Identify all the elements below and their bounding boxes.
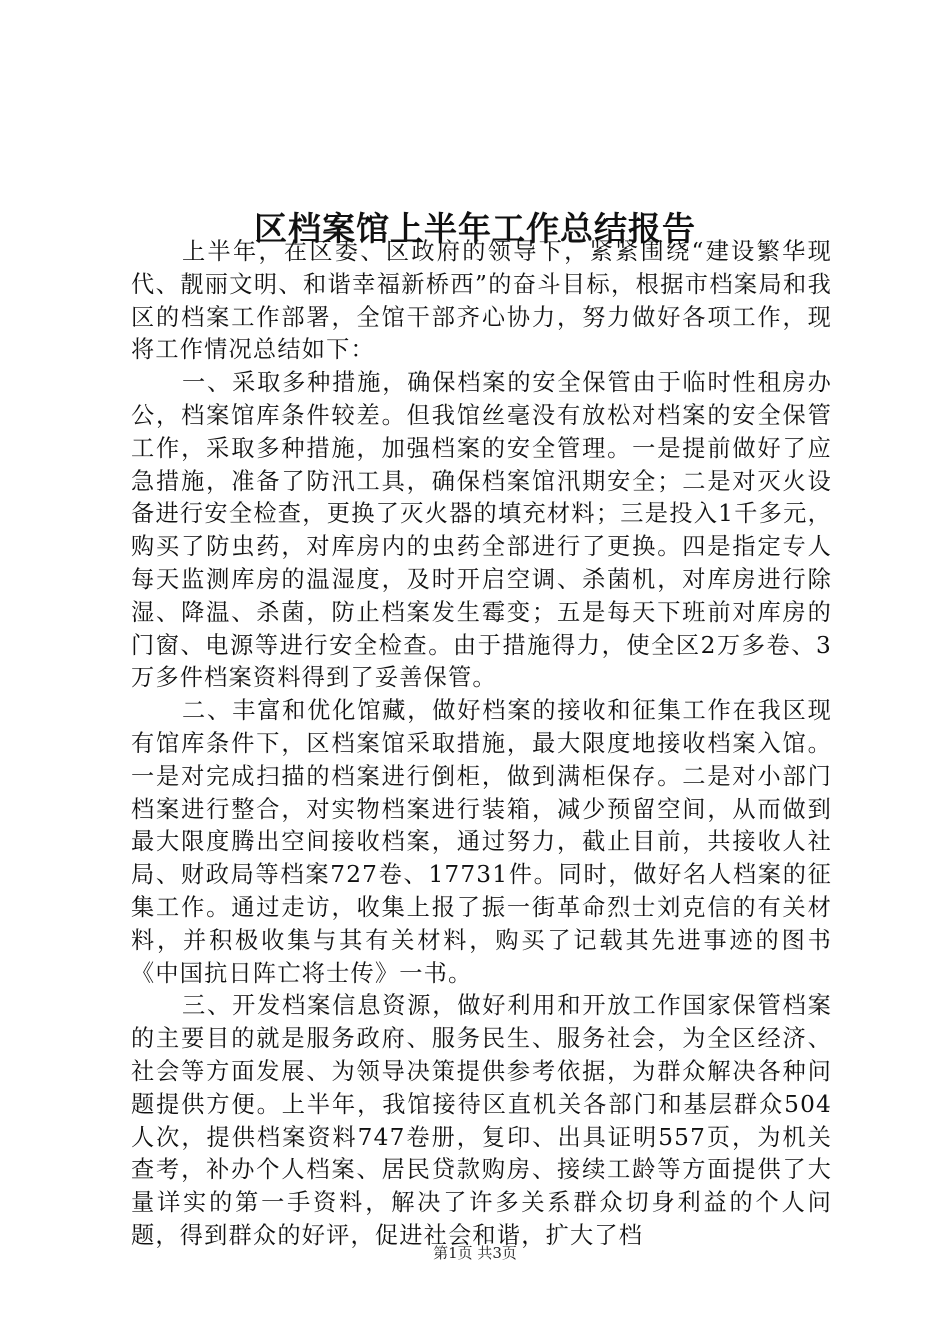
paragraph-section-3: 三、开发档案信息资源，做好利用和开放工作国家保管档案的主要目的就是服务政府、服务民生、服务社会，为全区经济、社会等方面发展、为领导决策提供参考依据，为群众解决各种问题提供方便。上半年，我馆接待区直机关各部门和基层群众504人次，提供档案资料747卷册，复印、出具证明557页，为机关查考，补办个人档案、居民贷款购房、接续工龄等方面提供了大量详实的第一手资料，解决了许多关系群众切身利益的个人问题，得到群众的好评，促进社会和谐，扩大了档 (131, 992, 832, 1249)
document-title: 区档案馆上半年工作总结报告 (254, 209, 696, 249)
paragraph-section-2: 二、丰富和优化馆藏，做好档案的接收和征集工作在我区现有馆库条件下，区档案馆采取措施，最大限度地接收档案入馆。一是对完成扫描的档案进行倒柜，做到满柜保存。二是对小部门档案进行整合，对实物档案进行装箱，减少预留空间，从而做到最大限度腾出空间接收档案，通过努力，截止目前，共接收人社局、财政局等档案727卷、17731件。同时，做好名人档案的征集工作。通过走访，收集上报了振一街革命烈士刘克信的有关材料，并积极收集与其有关材料，购买了记载其先进事迹的图书《中国抗日阵亡将士传》一书。 (131, 697, 832, 987)
document-body (131, 236, 832, 1253)
page-number-footer: 第1页 共3页 (433, 1244, 517, 1262)
paragraph-intro: 上半年，在区委、区政府的领导下，紧紧围绕“建设繁华现代、靓丽文明、和谐幸福新桥西”的奋斗目标，根据市档案局和我区的档案工作部署，全馆干部齐心协力，努力做好各项工作，现将工作情况总结如下： (131, 238, 832, 364)
paragraph-section-1: 一、采取多种措施，确保档案的安全保管由于临时性租房办公，档案馆库条件较差。但我馆丝毫没有放松对档案的安全保管工作，采取多种措施，加强档案的安全管理。一是提前做好了应急措施，准备了防汛工具，确保档案馆汛期安全；二是对灭火设备进行安全检查，更换了灭火器的填充材料；三是投入1千多元，购买了防虫药，对库房内的虫药全部进行了更换。四是指定专人每天监测库房的温湿度，及时开启空调、杀菌机，对库房进行除湿、降温、杀菌，防止档案发生霉变；五是每天下班前对库房的门窗、电源等进行安全检查。由于措施得力，使全区2万多卷、3万多件档案资料得到了妥善保管。 (131, 369, 832, 692)
